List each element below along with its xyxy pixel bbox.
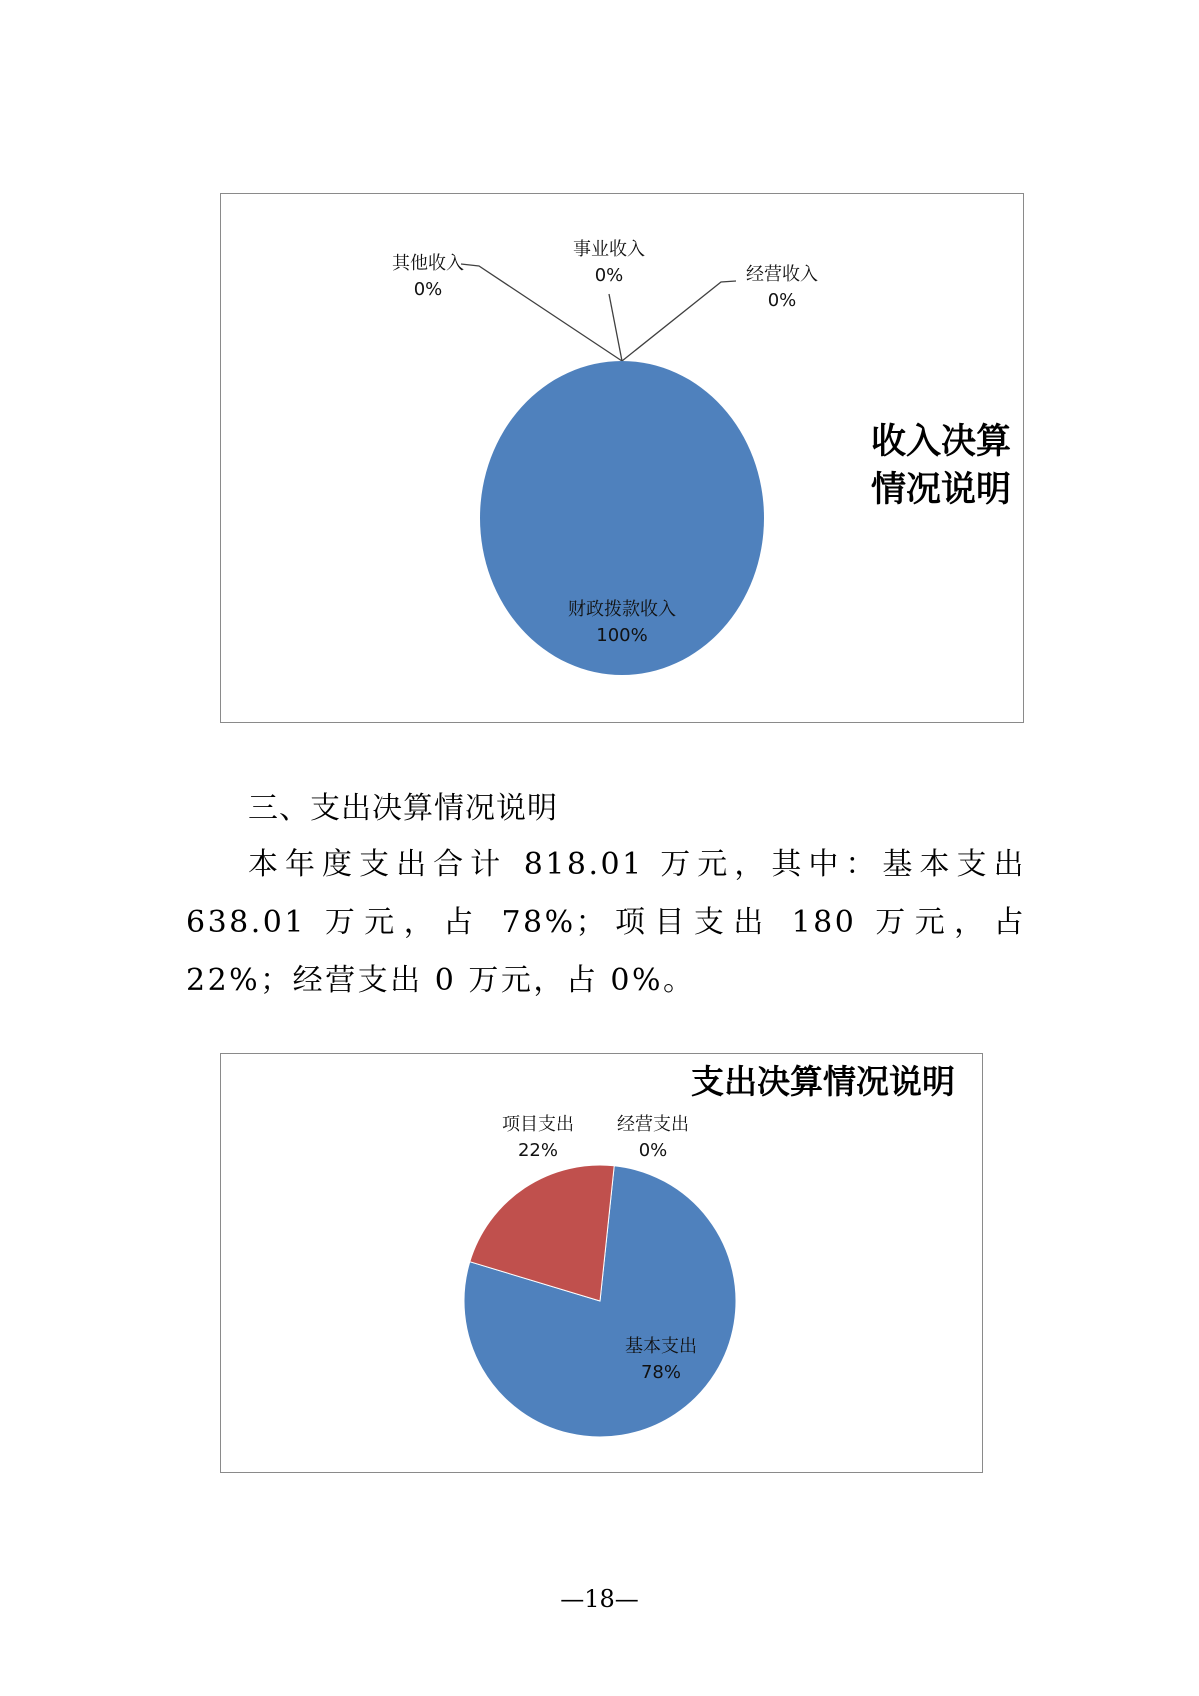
- expense-pct-basic: 78%: [640, 1362, 682, 1383]
- income-pct-operating: 0%: [767, 290, 797, 311]
- expense-pie-svg: [221, 1054, 982, 1472]
- expense-label-operating: 经营支出: [617, 1114, 689, 1135]
- expense-chart: [220, 1053, 983, 1473]
- income-leader-business: [609, 294, 622, 361]
- expense-label-basic: 基本支出: [625, 1336, 697, 1357]
- income-pct-other: 0%: [413, 279, 443, 300]
- income-pct-fiscal: 100%: [596, 625, 648, 646]
- income-leader-operating: [622, 281, 736, 361]
- income-label-other: 其他收入: [392, 253, 464, 274]
- income-pct-business: 0%: [594, 265, 624, 286]
- expense-paragraph: 本年度支出合计 818.01 万元，其中：基本支出 638.01 万元，占 78%；项目支出 180 万元，占 22%；经营支出 0 万元，占 0%。: [186, 847, 1026, 998]
- income-chart-title-line2: 情况说明: [870, 470, 1012, 510]
- expense-label-project: 项目支出: [502, 1114, 574, 1135]
- page-number: —18—: [560, 1585, 639, 1613]
- income-label-business: 事业收入: [573, 239, 645, 260]
- income-label-fiscal: 财政拨款收入: [568, 599, 676, 620]
- income-pie-svg: [221, 194, 1023, 722]
- expense-chart-title: 支出决算情况说明: [691, 1062, 955, 1101]
- expense-pct-project: 22%: [517, 1140, 559, 1161]
- income-chart: [220, 193, 1024, 723]
- expense-pie-slices: [464, 1165, 736, 1437]
- income-chart-title-line1: 收入决算: [870, 422, 1012, 462]
- income-label-operating: 经营收入: [746, 264, 818, 285]
- section-heading: 三、支出决算情况说明: [248, 791, 558, 826]
- expense-pct-operating: 0%: [638, 1140, 668, 1161]
